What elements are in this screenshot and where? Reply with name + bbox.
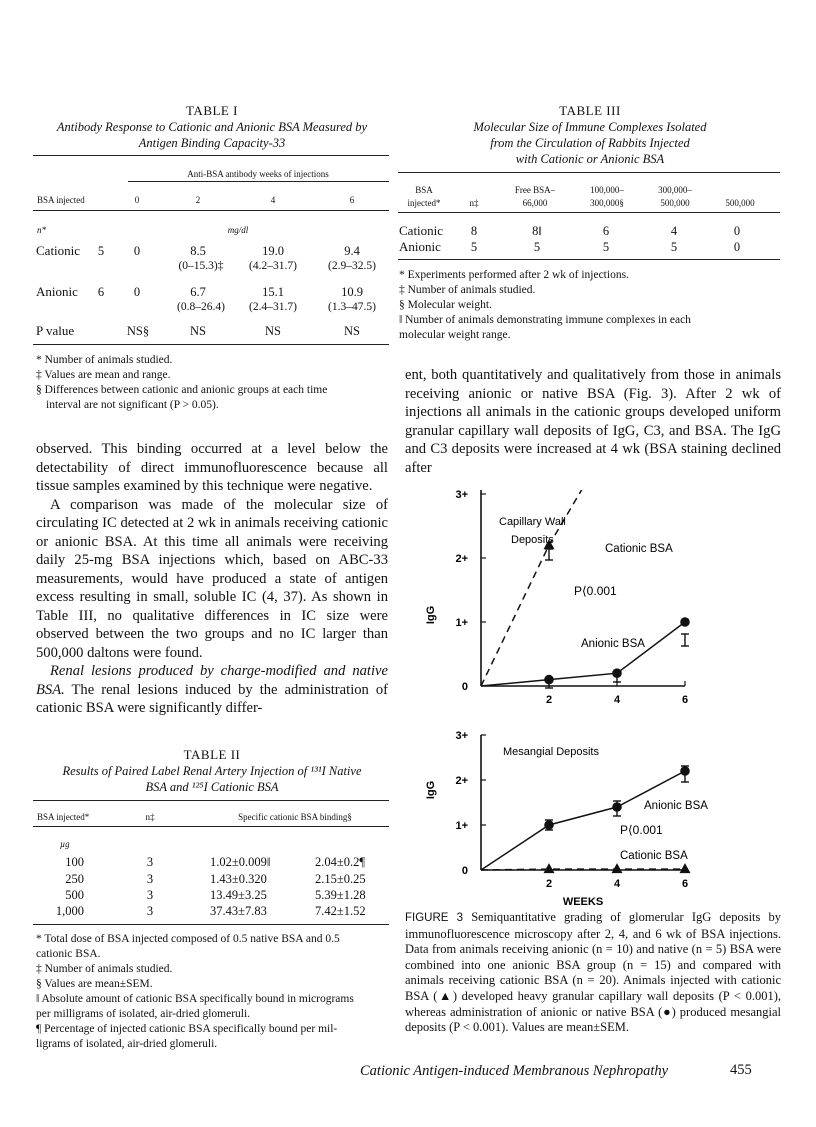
- left-body-text: [36, 440, 388, 718]
- table3-title-line3: with Cationic or Anionic BSA: [515, 152, 665, 166]
- table2-col-spec: Specific cationic BSA binding§: [238, 812, 352, 822]
- table1-col-bsa: BSA injected: [37, 195, 85, 205]
- capillary-y-label: IgG: [425, 605, 437, 625]
- table2-bottom-rule: [33, 924, 389, 925]
- table1-unit: mg/dl: [227, 225, 249, 235]
- table2-col-n: n‡: [145, 812, 155, 822]
- table2-number: TABLE II: [183, 747, 241, 762]
- mesangial-x-tick-label: 2: [545, 878, 553, 890]
- table2-title-line1: Results of Paired Label Renal Artery Injection of ¹³¹I Native: [62, 764, 362, 778]
- table1-footnotes: * Number of animals studied. ‡ Values are mean and range. § Differences between cationic and anionic groups at each time interval are not significant (P > 0.05).: [36, 354, 328, 411]
- table2-caption: [36, 747, 388, 795]
- paragraph-3: Renal lesions produced by charge-modified and native BSA. The renal lesions induced by the administration of cationic BSA were significantly differ-: [36, 663, 388, 716]
- table1-col-w4: 4: [270, 195, 276, 205]
- table1-pvalue-label: P value: [36, 323, 75, 338]
- table1-n-label: n*: [37, 225, 46, 235]
- capillary-y-tick-label: 3+: [455, 490, 468, 501]
- table1-spanner: Anti-BSA antibody weeks of injections: [187, 169, 329, 179]
- mesangial-x-label: WEEKS: [562, 896, 604, 908]
- paragraph-continued: ent, both quantitatively and qualitatively from those in animals receiving anionic or native BSA (Fig. 3). After 2 wk of injections all animals in the cationic groups developed uniform granular capillary wall deposits of IgG, C3, and BSA. The IgG and C3 deposits were increased at 4 wk (BSA staining declined after: [405, 367, 781, 476]
- table1-caption: [36, 103, 388, 151]
- capillary-x-tick-label: 4: [613, 694, 621, 706]
- mesangial-annotation: P⟨0.001: [620, 823, 663, 837]
- figure-caption-text: Semiquantitative grading of glomerular IgG deposits by immunofluorescence microscopy after 2, 4, and 6 wk of BSA injections. Data from animals receiving anionic (n = 10) and native (n = 5) BSA were combined into one anionic BSA group (n = 15) and compared with animals receiving cationic BSA (n = 20). Animals injected with cationic BSA (▲) developed heavy granular capillary wall deposits (P < 0.001), whereas administration of anionic or native BSA (●) produced mesangial deposits (P < 0.001). Values are mean±SEM.: [405, 910, 782, 1035]
- mesangial-x-tick-label: 4: [613, 878, 621, 890]
- mesangial-title: Mesangial Deposits: [503, 746, 599, 758]
- capillary-title: Capillary Wall: [499, 516, 566, 528]
- mesangial-series-cationic-bsa-point: [612, 863, 623, 873]
- figure-caption-label: FIGURE 3: [405, 912, 464, 924]
- table2-col-bsa: BSA injected*: [37, 812, 90, 822]
- mesangial-legend-anionic: Anionic BSA: [644, 800, 708, 812]
- figure-3-caption: [405, 910, 781, 1036]
- mesangial-y-tick-label: 3+: [455, 730, 468, 742]
- table3-header-rule: [398, 212, 780, 213]
- mesangial-y-tick-label: 1+: [455, 820, 468, 832]
- table3-title-line1: Molecular Size of Immune Complexes Isolated: [473, 120, 707, 134]
- table3-title-line2: from the Circulation of Rabbits Injected: [490, 136, 690, 150]
- section-heading: Renal lesions produced by charge-modified and native BSA.: [36, 663, 388, 698]
- table1-col-w6: 6: [349, 195, 355, 205]
- table2-title-line2: BSA and ¹²⁵I Cationic BSA: [145, 780, 279, 794]
- mesangial-y-tick-label: 0: [461, 865, 468, 877]
- table3-top-rule: [398, 172, 780, 173]
- capillary-y-tick-label: 0: [461, 681, 468, 693]
- table1-title-line1: Antibody Response to Cationic and Anionic BSA Measured by: [56, 120, 368, 134]
- table1-top-rule: [33, 155, 389, 156]
- mesangial-legend-cationic: Cationic BSA: [620, 850, 688, 862]
- table3-number: TABLE III: [559, 103, 621, 118]
- right-body-text: [405, 366, 781, 477]
- table1-title-line2: Antigen Binding Capacity-33: [138, 136, 286, 150]
- running-title: Cationic Antigen-induced Membranous Nephropathy: [360, 1063, 669, 1079]
- paragraph-1: observed. This binding occurred at a level below the detectability of direct immunofluorescence because all tissue samples examined by this technique were negative.: [36, 441, 388, 494]
- table1-number: TABLE I: [186, 103, 238, 118]
- table3-caption: [400, 103, 780, 167]
- mesangial-y-tick-label: 2+: [455, 775, 468, 787]
- table2-header-rule: [33, 826, 389, 827]
- capillary-title: Deposits: [511, 534, 554, 546]
- capillary-x-tick-label: 2: [545, 694, 553, 706]
- paragraph-2: A comparison was made of the molecular size of circulating IC detected at 2 wk in animals receiving cationic or anionic BSA. At this time all animals were receiving daily 25-mg BSA injections which, based on ABC-33 measurements, would have produced a state of antigen excess resulting in small, soluble IC (4, 37). As shown in Table III, no qualitative differences in IC size were observed between the two groups and no IC larger than 500,000 daltons were found.: [36, 496, 388, 661]
- table2-top-rule: [33, 800, 389, 801]
- capillary-series-anionic-bsa-line: [481, 622, 685, 686]
- table1-spanner-rule: [128, 181, 389, 182]
- mesangial-x-tick-label: 6: [681, 878, 689, 890]
- table2-unit: µg: [60, 839, 70, 849]
- table2-footnotes: * Total dose of BSA injected composed of 0.5 native BSA and 0.5 cationic BSA. ‡ Number of animals studied. § Values are mean±SEM. ‖ Absolute amount of cationic BSA specifically bound in micrograms per milligrams of isolated, air-dried glomeruli. ¶ Percentage of injected cationic BSA specifically bound per mil- ligrams of isolated, air-dried glomeruli.: [36, 933, 354, 1050]
- capillary-legend-anionic: Anionic BSA: [581, 638, 645, 650]
- table3-bottom-rule: [398, 259, 780, 260]
- capillary-y-tick-label: 1+: [455, 617, 468, 629]
- table3-footnotes: * Experiments performed after 2 wk of injections. ‡ Number of animals studied. § Molecular weight. ‖ Number of animals demonstrating immune complexes in each molecular weight range.: [399, 269, 691, 341]
- mesangial-series-cationic-bsa-point: [680, 863, 691, 873]
- capillary-x-tick-label: 6: [681, 694, 689, 706]
- table1-header-rule: [33, 210, 389, 211]
- mesangial-series-cationic-bsa-point: [544, 863, 555, 873]
- figure-3-chart: [398, 490, 788, 910]
- capillary-annotation: P⟨0.001: [574, 584, 617, 598]
- capillary-y-tick-label: 2+: [455, 553, 468, 565]
- table1-bottom-rule: [33, 344, 389, 345]
- capillary-legend-cationic: Cationic BSA: [605, 543, 673, 555]
- mesangial-y-label: IgG: [425, 780, 437, 800]
- table1-col-w0: 0: [134, 195, 140, 205]
- page-number: 455: [730, 1062, 752, 1078]
- capillary-series-anionic-bsa-point: [680, 617, 690, 627]
- table1-col-w2: 2: [195, 195, 201, 205]
